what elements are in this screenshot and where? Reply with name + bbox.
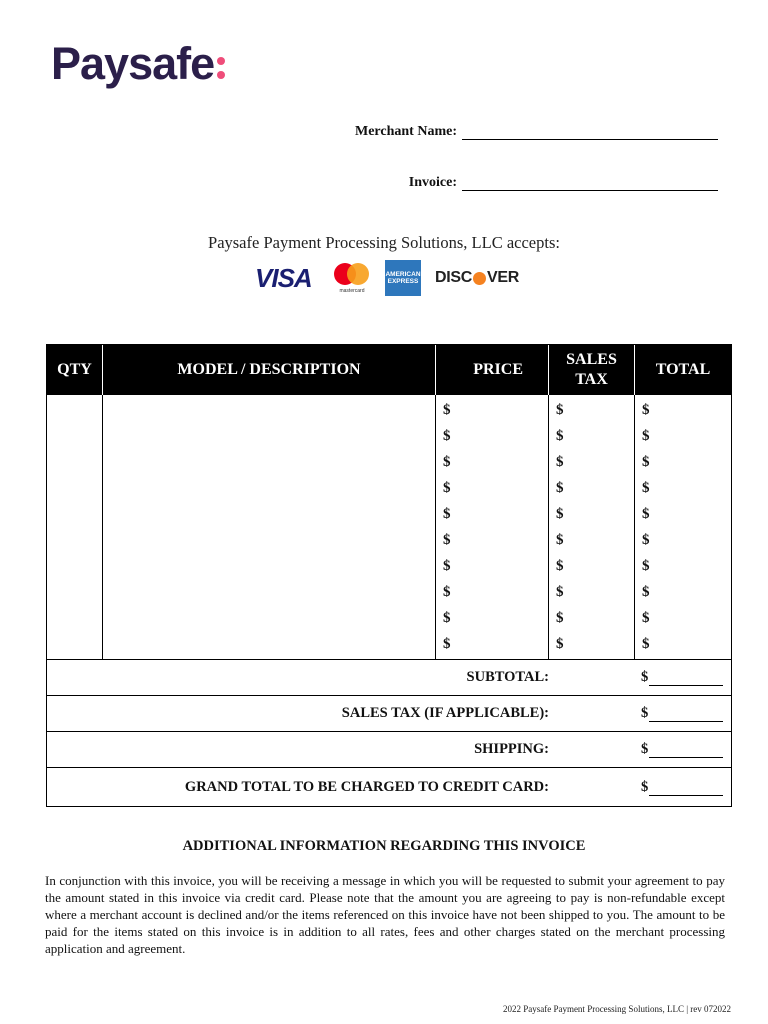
header-qty: QTY	[47, 345, 103, 395]
total-cell[interactable]: $	[642, 402, 650, 418]
tax-cell[interactable]: $	[556, 480, 564, 496]
tax-cell[interactable]: $	[556, 584, 564, 600]
shipping-value[interactable]: $	[641, 741, 723, 758]
summary-row-sales-tax	[47, 695, 731, 731]
merchant-name-label: Merchant Name:	[355, 124, 457, 139]
tax-cell[interactable]: $	[556, 402, 564, 418]
total-cell[interactable]: $	[642, 636, 650, 652]
paysafe-logo	[51, 38, 225, 88]
tax-cell[interactable]: $	[556, 558, 564, 574]
header-total: TOTAL	[655, 361, 711, 378]
price-cell[interactable]: $	[443, 532, 451, 548]
tax-cell[interactable]: $	[556, 610, 564, 626]
footer-text: 2022 Paysafe Payment Processing Solutions, LLC | rev 072022	[502, 1004, 731, 1014]
tax-cell[interactable]: $	[556, 636, 564, 652]
description-column[interactable]	[103, 395, 436, 659]
sales-tax-column[interactable]	[549, 395, 635, 659]
visa-icon: VISA	[255, 262, 312, 293]
mastercard-icon: mastercard	[333, 261, 371, 295]
summary-row-subtotal	[47, 659, 731, 695]
table-body	[47, 395, 731, 659]
tax-cell[interactable]: $	[556, 428, 564, 444]
total-cell[interactable]: $	[642, 454, 650, 470]
header-sales-tax: SALES TAX	[549, 345, 635, 395]
tax-cell[interactable]: $	[556, 506, 564, 522]
summary-row-grand-total	[47, 767, 731, 806]
total-cell[interactable]: $	[642, 428, 650, 444]
additional-info-heading: ADDITIONAL INFORMATION REGARDING THIS INVOICE	[182, 838, 586, 854]
header-description: MODEL / DESCRIPTION	[103, 345, 436, 395]
price-cell[interactable]: $	[443, 428, 451, 444]
accepts-text: Paysafe Payment Processing Solutions, LLC accepts:	[208, 233, 560, 252]
amex-icon: AMERICAN EXPRESS	[385, 260, 421, 296]
header-price: PRICE	[436, 345, 549, 395]
discover-icon: DISC VER	[435, 269, 520, 286]
sales-tax-label: SALES TAX (IF APPLICABLE):	[341, 705, 549, 721]
total-cell[interactable]: $	[642, 480, 650, 496]
total-cell[interactable]: $	[642, 584, 650, 600]
price-cell[interactable]: $	[443, 454, 451, 470]
price-cell[interactable]: $	[443, 506, 451, 522]
merchant-name-field[interactable]	[355, 124, 718, 140]
invoice-field[interactable]	[409, 175, 718, 191]
price-cell[interactable]: $	[443, 402, 451, 418]
grand-total-value[interactable]: $	[641, 779, 723, 796]
logo-wordmark: Paysafe	[51, 37, 215, 89]
tax-cell[interactable]: $	[556, 454, 564, 470]
summary-row-shipping	[47, 731, 731, 767]
price-cell[interactable]: $	[443, 480, 451, 496]
subtotal-label: SUBTOTAL:	[466, 669, 549, 685]
shipping-label: SHIPPING:	[474, 741, 549, 757]
card-logos	[255, 258, 519, 298]
price-cell[interactable]: $	[443, 558, 451, 574]
additional-info-body: In conjunction with this invoice, you will be receiving a message in which you will be requested to submit your agreement to pay the amount stated in this invoice via credit card. Please note that the amount you are agreeing to pay is non-refundable except where a merchant account is declined and/or the items referenced on this invoice have not been shipped to you. The amount to be paid for the items stated on this invoice is in addition to all rates, fees and other charges stated on the merchant processing application and agreement.	[45, 873, 725, 956]
logo-colon-icon	[217, 57, 225, 79]
total-column[interactable]	[635, 395, 731, 659]
price-cell[interactable]: $	[443, 610, 451, 626]
tax-cell[interactable]: $	[556, 532, 564, 548]
invoice-label: Invoice:	[408, 175, 457, 190]
price-column[interactable]	[436, 395, 549, 659]
total-cell[interactable]: $	[642, 558, 650, 574]
total-cell[interactable]: $	[642, 610, 650, 626]
total-cell[interactable]: $	[642, 532, 650, 548]
price-cell[interactable]: $	[443, 584, 451, 600]
grand-total-label: GRAND TOTAL TO BE CHARGED TO CREDIT CARD:	[184, 778, 549, 795]
price-cell[interactable]: $	[443, 636, 451, 652]
qty-column[interactable]	[47, 395, 103, 659]
invoice-table	[46, 344, 732, 807]
invoice-line[interactable]	[462, 178, 718, 191]
table-header	[47, 345, 731, 395]
total-cell[interactable]: $	[642, 506, 650, 522]
subtotal-value[interactable]: $	[641, 669, 723, 686]
sales-tax-value[interactable]: $	[641, 705, 723, 722]
merchant-name-line[interactable]	[462, 127, 718, 140]
